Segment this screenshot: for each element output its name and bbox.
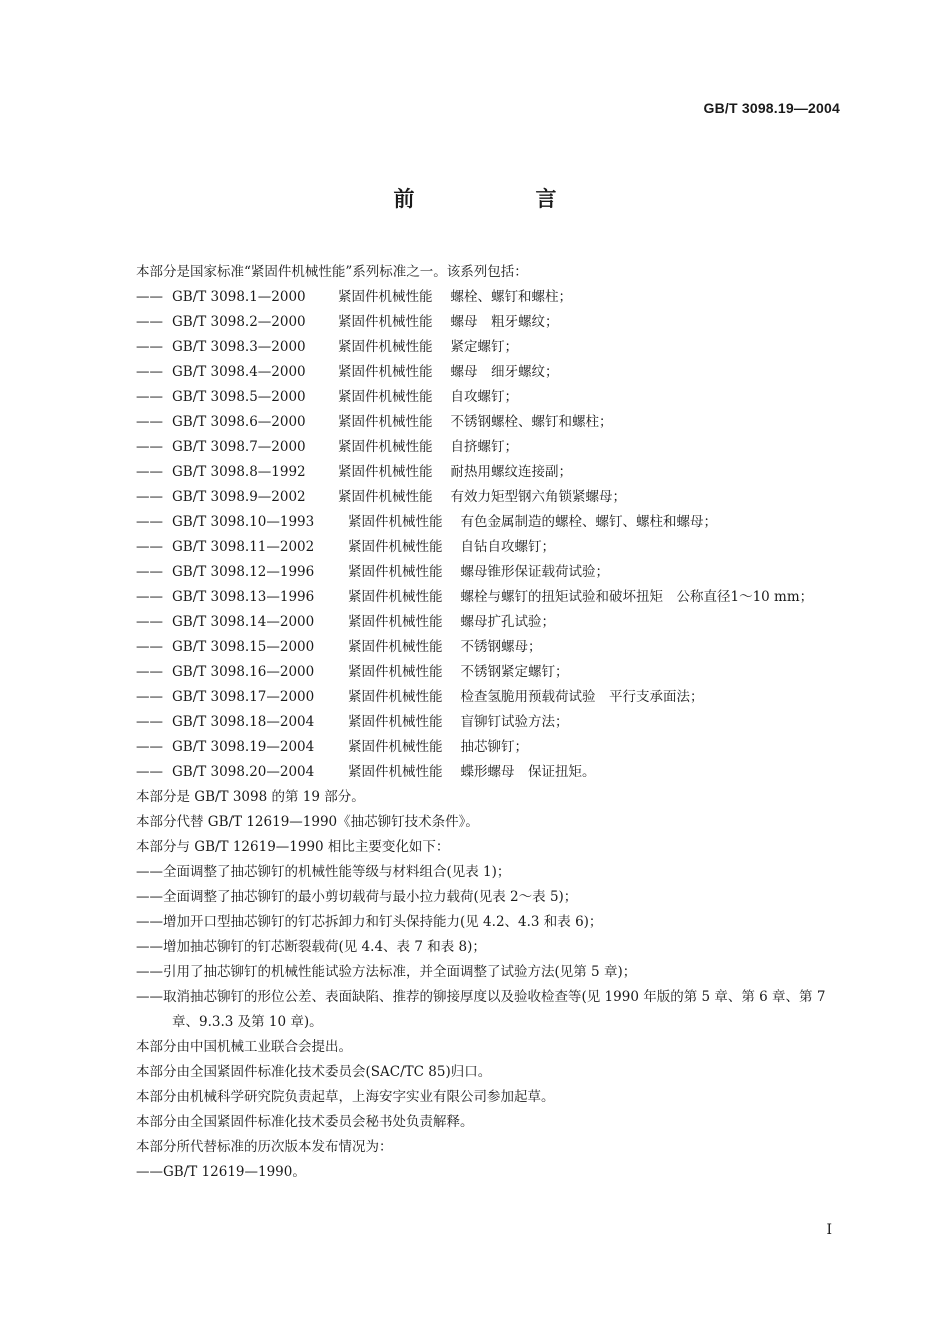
change-item: ——全面调整了抽芯铆钉的机械性能等级与材料组合(见表 1)； bbox=[136, 864, 511, 880]
item-dash: —— bbox=[136, 514, 163, 530]
series-item bbox=[136, 335, 846, 360]
series-code: GB/T 3098.20—2004 bbox=[172, 764, 315, 780]
series-subject: 自挤螺钉； bbox=[450, 439, 518, 455]
series-subject: 螺栓、螺钉和螺柱； bbox=[450, 289, 572, 305]
change-item: ——引用了抽芯铆钉的机械性能试验方法标准，并全面调整了试验方法(见第 5 章)； bbox=[136, 964, 637, 980]
series-item bbox=[136, 410, 846, 435]
series-item bbox=[136, 610, 846, 635]
series-name: 紧固件机械性能 bbox=[338, 489, 433, 505]
series-name: 紧固件机械性能 bbox=[348, 689, 443, 705]
item-dash: —— bbox=[136, 639, 163, 655]
series-code: GB/T 3098.18—2004 bbox=[172, 714, 315, 730]
item-dash: —— bbox=[136, 589, 163, 605]
series-subject: 不锈钢螺母； bbox=[460, 639, 542, 655]
series-subject: 检查氢脆用预载荷试验 平行支承面法； bbox=[460, 689, 704, 705]
series-item bbox=[136, 560, 846, 585]
series-name: 紧固件机械性能 bbox=[338, 314, 433, 330]
item-dash: —— bbox=[136, 564, 163, 580]
series-code: GB/T 3098.3—2000 bbox=[172, 339, 306, 355]
series-name: 紧固件机械性能 bbox=[348, 714, 443, 730]
series-code: GB/T 3098.9—2002 bbox=[172, 489, 306, 505]
series-subject: 有效力矩型钢六角锁紧螺母； bbox=[450, 489, 626, 505]
change-item: ——增加抽芯铆钉的钉芯断裂载荷(见 4.4、表 7 和表 8)； bbox=[136, 939, 486, 955]
proposed-by: 本部分由中国机械工业联合会提出。 bbox=[136, 1039, 352, 1055]
item-dash: —— bbox=[136, 464, 163, 480]
series-subject: 螺母 粗牙螺纹； bbox=[450, 314, 559, 330]
item-dash: —— bbox=[136, 489, 163, 505]
series-code: GB/T 3098.17—2000 bbox=[172, 689, 315, 705]
series-subject: 螺母扩孔试验； bbox=[460, 614, 555, 630]
series-name: 紧固件机械性能 bbox=[348, 514, 443, 530]
history-list bbox=[136, 1160, 846, 1185]
item-dash: —— bbox=[136, 714, 163, 730]
series-name: 紧固件机械性能 bbox=[348, 564, 443, 580]
series-name: 紧固件机械性能 bbox=[338, 414, 433, 430]
item-dash: —— bbox=[136, 664, 163, 680]
page-number: I bbox=[826, 1222, 832, 1238]
series-item bbox=[136, 685, 846, 710]
series-item bbox=[136, 635, 846, 660]
series-code: GB/T 3098.19—2004 bbox=[172, 739, 315, 755]
series-item bbox=[136, 485, 846, 510]
page-title: 前 言 bbox=[393, 187, 607, 211]
series-item bbox=[136, 760, 846, 785]
item-dash: —— bbox=[136, 414, 163, 430]
series-item bbox=[136, 310, 846, 335]
series-item bbox=[136, 510, 846, 535]
series-intro: 本部分是国家标准“紧固件机械性能”系列标准之一。该系列包括： bbox=[136, 264, 528, 280]
series-code: GB/T 3098.11—2002 bbox=[172, 539, 315, 555]
series-item bbox=[136, 385, 846, 410]
change-item: ——增加开口型抽芯铆钉的钉芯拆卸力和钉头保持能力(见 4.2、4.3 和表 6)； bbox=[136, 914, 603, 930]
series-code: GB/T 3098.7—2000 bbox=[172, 439, 306, 455]
series-subject: 盲铆钉试验方法； bbox=[460, 714, 569, 730]
change-item: ——全面调整了抽芯铆钉的最小剪切载荷与最小拉力载荷(见表 2～表 5)； bbox=[136, 889, 578, 905]
item-dash: —— bbox=[136, 764, 163, 780]
item-dash: —— bbox=[136, 389, 163, 405]
series-name: 紧固件机械性能 bbox=[348, 664, 443, 680]
series-code: GB/T 3098.14—2000 bbox=[172, 614, 315, 630]
series-item bbox=[136, 585, 846, 610]
series-item bbox=[136, 435, 846, 460]
series-subject: 不锈钢紧定螺钉； bbox=[460, 664, 569, 680]
series-code: GB/T 3098.16—2000 bbox=[172, 664, 315, 680]
series-subject: 抽芯铆钉； bbox=[460, 739, 528, 755]
changes-list bbox=[136, 860, 846, 1035]
series-code: GB/T 3098.8—1992 bbox=[172, 464, 306, 480]
foreword-body bbox=[136, 260, 846, 1185]
standard-code-header: GB/T 3098.19—2004 bbox=[703, 100, 840, 116]
series-subject: 自钻自攻螺钉； bbox=[460, 539, 555, 555]
series-subject: 紧定螺钉； bbox=[450, 339, 518, 355]
series-item bbox=[136, 460, 846, 485]
item-dash: —— bbox=[136, 439, 163, 455]
series-code: GB/T 3098.2—2000 bbox=[172, 314, 306, 330]
drafted-by: 本部分由机械科学研究院负责起草，上海安字实业有限公司参加起草。 bbox=[136, 1089, 555, 1105]
series-subject: 有色金属制造的螺栓、螺钉、螺柱和螺母； bbox=[460, 514, 717, 530]
item-dash: —— bbox=[136, 314, 163, 330]
changes-intro: 本部分与 GB/T 12619—1990 相比主要变化如下： bbox=[136, 839, 450, 855]
series-item bbox=[136, 535, 846, 560]
series-name: 紧固件机械性能 bbox=[348, 639, 443, 655]
part-of-statement: 本部分是 GB/T 3098 的第 19 部分。 bbox=[136, 789, 365, 805]
series-item bbox=[136, 285, 846, 310]
series-subject: 螺母 细牙螺纹； bbox=[450, 364, 559, 380]
item-dash: —— bbox=[136, 339, 163, 355]
item-dash: —— bbox=[136, 689, 163, 705]
series-subject: 螺栓与螺钉的扭矩试验和破坏扭矩 公称直径1～10 mm； bbox=[460, 589, 814, 605]
series-item bbox=[136, 735, 846, 760]
series-name: 紧固件机械性能 bbox=[338, 389, 433, 405]
series-code: GB/T 3098.13—1996 bbox=[172, 589, 315, 605]
series-name: 紧固件机械性能 bbox=[348, 739, 443, 755]
series-name: 紧固件机械性能 bbox=[338, 289, 433, 305]
series-code: GB/T 3098.1—2000 bbox=[172, 289, 306, 305]
series-item bbox=[136, 710, 846, 735]
item-dash: —— bbox=[136, 539, 163, 555]
series-code: GB/T 3098.5—2000 bbox=[172, 389, 306, 405]
series-code: GB/T 3098.10—1993 bbox=[172, 514, 315, 530]
series-name: 紧固件机械性能 bbox=[348, 539, 443, 555]
series-subject: 蝶形螺母 保证扭矩。 bbox=[460, 764, 596, 780]
series-list bbox=[136, 285, 846, 785]
series-code: GB/T 3098.6—2000 bbox=[172, 414, 306, 430]
item-dash: —— bbox=[136, 614, 163, 630]
series-item bbox=[136, 660, 846, 685]
history-intro: 本部分所代替标准的历次版本发布情况为： bbox=[136, 1139, 393, 1155]
series-name: 紧固件机械性能 bbox=[338, 464, 433, 480]
item-dash: —— bbox=[136, 289, 163, 305]
series-code: GB/T 3098.15—2000 bbox=[172, 639, 315, 655]
series-name: 紧固件机械性能 bbox=[348, 764, 443, 780]
series-item bbox=[136, 360, 846, 385]
series-subject: 耐热用螺纹连接副； bbox=[450, 464, 572, 480]
series-subject: 自攻螺钉； bbox=[450, 389, 518, 405]
interpreted-by: 本部分由全国紧固件标准化技术委员会秘书处负责解释。 bbox=[136, 1114, 474, 1130]
series-name: 紧固件机械性能 bbox=[338, 339, 433, 355]
replaces-statement: 本部分代替 GB/T 12619—1990《抽芯铆钉技术条件》。 bbox=[136, 814, 479, 830]
series-name: 紧固件机械性能 bbox=[338, 364, 433, 380]
series-name: 紧固件机械性能 bbox=[348, 589, 443, 605]
history-item: ——GB/T 12619—1990。 bbox=[136, 1164, 306, 1180]
item-dash: —— bbox=[136, 739, 163, 755]
series-name: 紧固件机械性能 bbox=[338, 439, 433, 455]
managed-by: 本部分由全国紧固件标准化技术委员会(SAC/TC 85)归口。 bbox=[136, 1064, 492, 1080]
series-subject: 不锈钢螺栓、螺钉和螺柱； bbox=[450, 414, 613, 430]
series-code: GB/T 3098.12—1996 bbox=[172, 564, 315, 580]
change-item: ——取消抽芯铆钉的形位公差、表面缺陷、推荐的铆接厚度以及验收检查等(见 1990 年版的第 5 章、第 6 章、第 7 章、9.3.3 及第 10 章)。 bbox=[136, 989, 826, 1030]
series-code: GB/T 3098.4—2000 bbox=[172, 364, 306, 380]
series-subject: 螺母锥形保证载荷试验； bbox=[460, 564, 609, 580]
series-name: 紧固件机械性能 bbox=[348, 614, 443, 630]
item-dash: —— bbox=[136, 364, 163, 380]
